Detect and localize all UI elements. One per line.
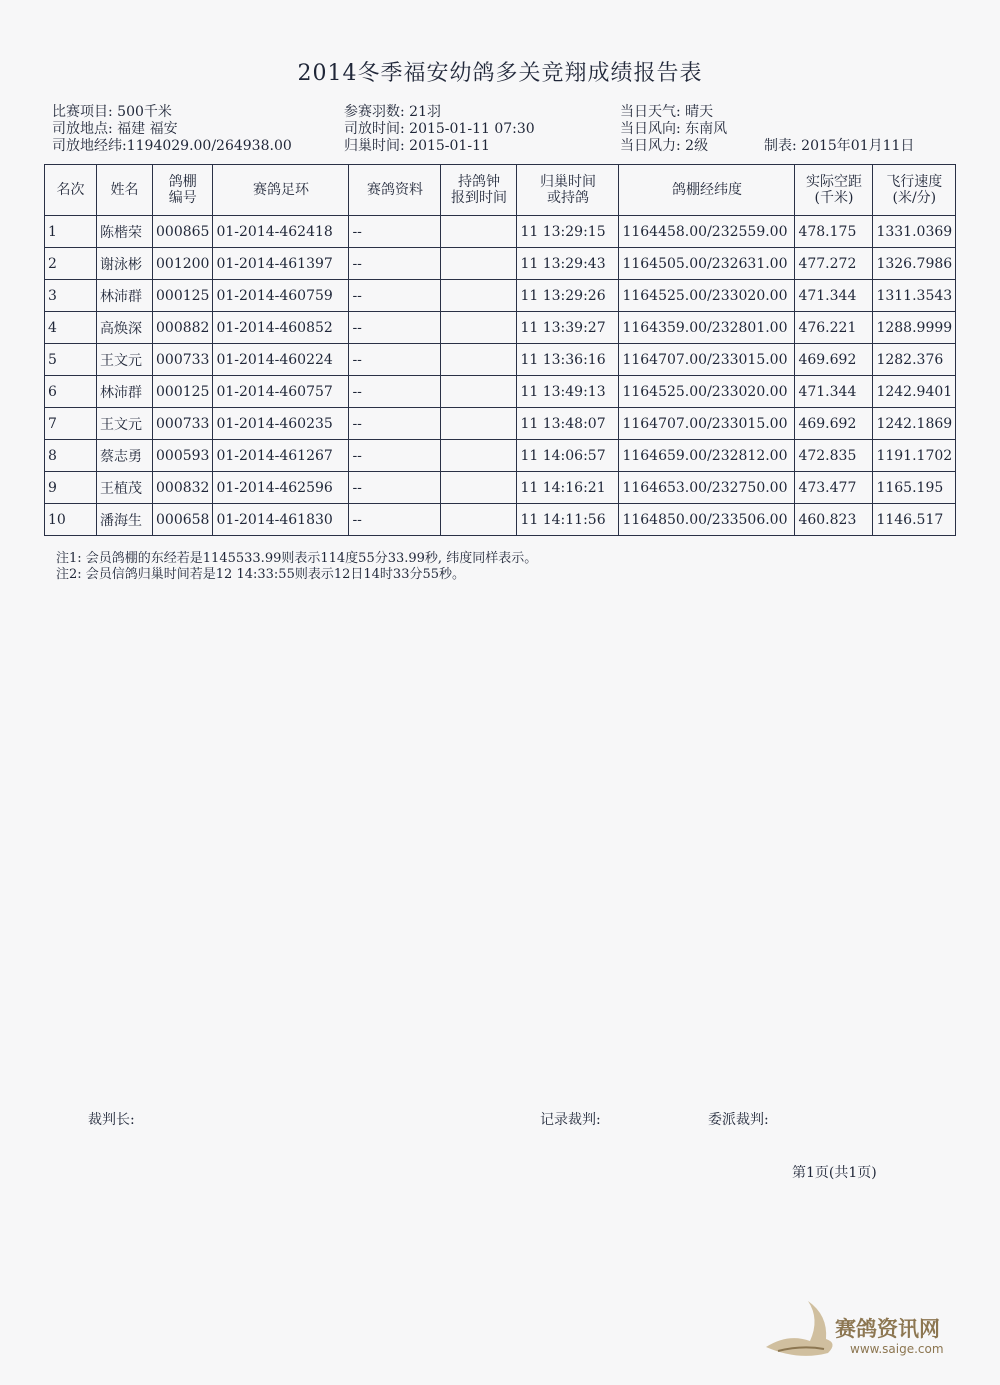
col-pigeon-info-cell: -- <box>349 344 441 376</box>
col-speed-header: 飞行速度 (米/分) <box>873 165 956 216</box>
col-rank-cell: 10 <box>45 504 97 536</box>
col-clock-time-cell <box>441 472 517 504</box>
col-rank-cell: 2 <box>45 248 97 280</box>
col-distance-cell: 460.823 <box>795 504 873 536</box>
col-return-time-cell: 11 13:39:27 <box>517 312 619 344</box>
col-ring-cell: 01-2014-460757 <box>213 376 349 408</box>
col-speed-cell: 1165.195 <box>873 472 956 504</box>
release-location: 司放地点: 福建 福安 <box>52 121 178 137</box>
col-coordinates-cell: 1164707.00/233015.00 <box>619 408 795 440</box>
col-coordinates-cell: 1164707.00/233015.00 <box>619 344 795 376</box>
col-ring-cell: 01-2014-460224 <box>213 344 349 376</box>
results-table <box>44 164 956 536</box>
col-rank-header: 名次 <box>45 165 97 216</box>
col-coordinates-header: 鸽棚经纬度 <box>619 165 795 216</box>
col-coordinates-cell: 1164653.00/232750.00 <box>619 472 795 504</box>
col-return-time-cell: 11 13:36:16 <box>517 344 619 376</box>
col-pigeon-info-cell: -- <box>349 216 441 248</box>
col-clock-time-cell <box>441 408 517 440</box>
table-row <box>45 504 956 536</box>
wind-direction: 当日风向: 东南风 <box>620 121 728 137</box>
col-distance-cell: 478.175 <box>795 216 873 248</box>
col-coordinates-cell: 1164659.00/232812.00 <box>619 440 795 472</box>
col-speed-cell: 1311.3543 <box>873 280 956 312</box>
col-ring-cell: 01-2014-461267 <box>213 440 349 472</box>
col-clock-time-header: 持鸽钟 报到时间 <box>441 165 517 216</box>
release-coordinates: 司放地经纬:1194029.00/264938.00 <box>52 138 292 154</box>
col-pigeon-info-cell: -- <box>349 280 441 312</box>
col-distance-header: 实际空距 (千米) <box>795 165 873 216</box>
col-loft-id-cell: 000882 <box>153 312 213 344</box>
col-loft-id-cell: 000658 <box>153 504 213 536</box>
col-clock-time-cell <box>441 440 517 472</box>
col-distance-cell: 469.692 <box>795 408 873 440</box>
table-header-row <box>45 165 956 216</box>
page-number: 第1页(共1页) <box>792 1165 877 1181</box>
col-pigeon-info-cell: -- <box>349 472 441 504</box>
col-distance-cell: 471.344 <box>795 280 873 312</box>
col-ring-cell: 01-2014-462596 <box>213 472 349 504</box>
col-ring-cell: 01-2014-461830 <box>213 504 349 536</box>
col-coordinates-cell: 1164458.00/232559.00 <box>619 216 795 248</box>
table-row <box>45 344 956 376</box>
col-distance-cell: 477.272 <box>795 248 873 280</box>
col-rank-cell: 6 <box>45 376 97 408</box>
entry-count: 参赛羽数: 21羽 <box>344 104 441 120</box>
watermark-url: www.saige.com <box>850 1342 944 1356</box>
col-pigeon-info-cell: -- <box>349 376 441 408</box>
col-name-cell: 潘海生 <box>97 504 153 536</box>
col-distance-cell: 473.477 <box>795 472 873 504</box>
col-pigeon-info-cell: -- <box>349 504 441 536</box>
col-clock-time-cell <box>441 312 517 344</box>
col-ring-cell: 01-2014-460235 <box>213 408 349 440</box>
col-ring-cell: 01-2014-460759 <box>213 280 349 312</box>
col-ring-cell: 01-2014-461397 <box>213 248 349 280</box>
wind-force: 当日风力: 2级 <box>620 138 709 154</box>
col-pigeon-info-header: 赛鸽资料 <box>349 165 441 216</box>
made-date: 制表: 2015年01月11日 <box>764 138 915 154</box>
col-name-cell: 蔡志勇 <box>97 440 153 472</box>
col-speed-cell: 1282.376 <box>873 344 956 376</box>
col-rank-cell: 1 <box>45 216 97 248</box>
event-distance: 比赛项目: 500千米 <box>52 104 172 120</box>
notes <box>56 551 537 583</box>
col-clock-time-cell <box>441 504 517 536</box>
col-name-cell: 林沛群 <box>97 280 153 312</box>
col-name-cell: 王植茂 <box>97 472 153 504</box>
table-row <box>45 248 956 280</box>
col-distance-cell: 476.221 <box>795 312 873 344</box>
note-1: 注1: 会员鸽棚的东经若是1145533.99则表示114度55分33.99秒, 纬度同样表示。 <box>56 551 538 566</box>
table-row <box>45 216 956 248</box>
col-rank-cell: 3 <box>45 280 97 312</box>
col-name-cell: 谢泳彬 <box>97 248 153 280</box>
col-loft-id-cell: 000832 <box>153 472 213 504</box>
col-loft-id-cell: 000733 <box>153 344 213 376</box>
recorder-judge-label: 记录裁判: <box>540 1112 601 1128</box>
col-return-time-cell: 11 13:29:26 <box>517 280 619 312</box>
col-clock-time-cell <box>441 376 517 408</box>
header-col-3 <box>620 104 727 155</box>
col-loft-id-cell: 000125 <box>153 376 213 408</box>
col-clock-time-cell <box>441 344 517 376</box>
return-date: 归巢时间: 2015-01-11 <box>344 138 490 154</box>
col-name-cell: 高焕深 <box>97 312 153 344</box>
col-rank-cell: 8 <box>45 440 97 472</box>
watermark-text: 赛鸽资讯网 <box>835 1317 940 1341</box>
table-row <box>45 376 956 408</box>
report-title: 2014冬季福安幼鸽多关竞翔成绩报告表 <box>297 61 703 86</box>
col-distance-cell: 471.344 <box>795 376 873 408</box>
col-ring-header: 赛鸽足环 <box>213 165 349 216</box>
col-name-cell: 王文元 <box>97 408 153 440</box>
release-time: 司放时间: 2015-01-11 07:30 <box>344 121 535 137</box>
col-name-header: 姓名 <box>97 165 153 216</box>
col-rank-cell: 5 <box>45 344 97 376</box>
header-col-2 <box>344 104 535 155</box>
col-distance-cell: 469.692 <box>795 344 873 376</box>
note-2: 注2: 会员信鸽归巢时间若是12 14:33:55则表示12日14时33分55秒。 <box>56 567 466 582</box>
header-col-1 <box>52 104 292 155</box>
col-coordinates-cell: 1164505.00/232631.00 <box>619 248 795 280</box>
col-clock-time-cell <box>441 216 517 248</box>
table-row <box>45 440 956 472</box>
col-speed-cell: 1331.0369 <box>873 216 956 248</box>
table-body <box>45 216 956 536</box>
col-distance-cell: 472.835 <box>795 440 873 472</box>
table-row <box>45 472 956 504</box>
col-speed-cell: 1146.517 <box>873 504 956 536</box>
col-coordinates-cell: 1164525.00/233020.00 <box>619 376 795 408</box>
col-speed-cell: 1242.9401 <box>873 376 956 408</box>
col-name-cell: 王文元 <box>97 344 153 376</box>
table-row <box>45 280 956 312</box>
chief-judge-label: 裁判长: <box>88 1112 135 1128</box>
col-speed-cell: 1326.7986 <box>873 248 956 280</box>
col-return-time-cell: 11 13:29:15 <box>517 216 619 248</box>
col-return-time-cell: 11 14:16:21 <box>517 472 619 504</box>
delegate-judge-label: 委派裁判: <box>708 1112 769 1128</box>
col-pigeon-info-cell: -- <box>349 408 441 440</box>
weather: 当日天气: 晴天 <box>620 104 714 120</box>
table-row <box>45 408 956 440</box>
col-loft-id-header: 鸽棚 编号 <box>153 165 213 216</box>
col-name-cell: 陈楷荣 <box>97 216 153 248</box>
col-loft-id-cell: 001200 <box>153 248 213 280</box>
col-rank-cell: 9 <box>45 472 97 504</box>
col-loft-id-cell: 000865 <box>153 216 213 248</box>
col-ring-cell: 01-2014-460852 <box>213 312 349 344</box>
col-clock-time-cell <box>441 248 517 280</box>
col-speed-cell: 1191.1702 <box>873 440 956 472</box>
col-name-cell: 林沛群 <box>97 376 153 408</box>
col-speed-cell: 1288.9999 <box>873 312 956 344</box>
col-pigeon-info-cell: -- <box>349 440 441 472</box>
col-loft-id-cell: 000733 <box>153 408 213 440</box>
col-loft-id-cell: 000593 <box>153 440 213 472</box>
col-coordinates-cell: 1164525.00/233020.00 <box>619 280 795 312</box>
col-rank-cell: 4 <box>45 312 97 344</box>
col-return-time-cell: 11 14:11:56 <box>517 504 619 536</box>
col-ring-cell: 01-2014-462418 <box>213 216 349 248</box>
col-return-time-cell: 11 13:29:43 <box>517 248 619 280</box>
col-pigeon-info-cell: -- <box>349 312 441 344</box>
col-speed-cell: 1242.1869 <box>873 408 956 440</box>
col-clock-time-cell <box>441 280 517 312</box>
col-return-time-cell: 11 13:48:07 <box>517 408 619 440</box>
col-pigeon-info-cell: -- <box>349 248 441 280</box>
col-return-time-cell: 11 13:49:13 <box>517 376 619 408</box>
table-row <box>45 312 956 344</box>
col-rank-cell: 7 <box>45 408 97 440</box>
col-return-time-cell: 11 14:06:57 <box>517 440 619 472</box>
col-return-time-header: 归巢时间 或持鸽 <box>517 165 619 216</box>
col-loft-id-cell: 000125 <box>153 280 213 312</box>
col-coordinates-cell: 1164359.00/232801.00 <box>619 312 795 344</box>
col-coordinates-cell: 1164850.00/233506.00 <box>619 504 795 536</box>
